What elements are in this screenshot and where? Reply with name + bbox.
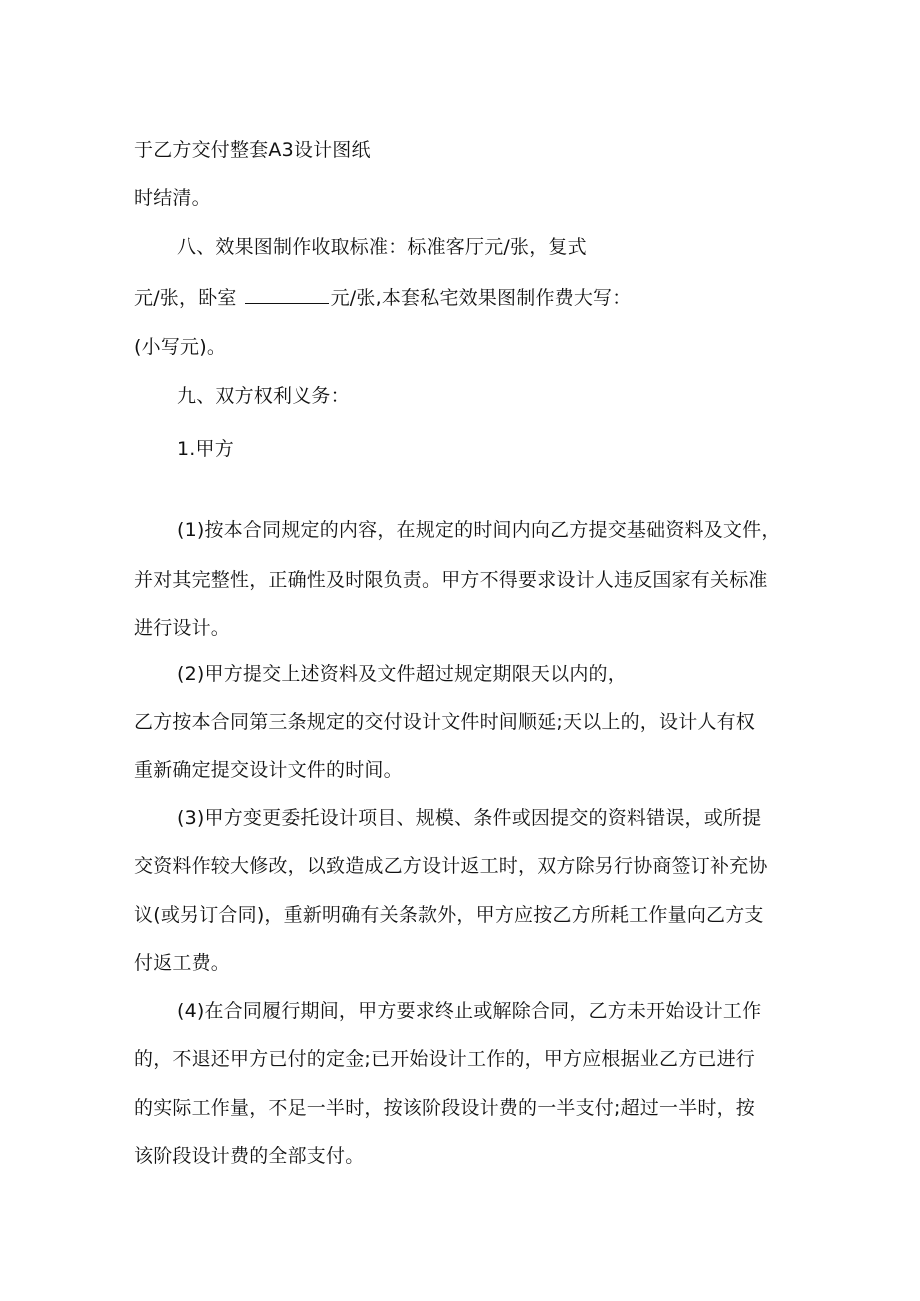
text-line: 交资料作较大修改，以致造成乙方设计返工时，双方除另行协商签订补充协 [134,855,768,877]
text-segment: 元/张，卧室 [134,287,237,309]
text-line: (3)甲方变更委托设计项目、规模、条件或因提交的资料错误，或所提 [177,807,762,829]
text-line: 重新确定提交设计文件的时间。 [134,759,403,781]
text-line: 进行设计。 [134,617,231,639]
section-heading: 九、双方权利义务： [177,385,350,407]
subsection-heading: 1.甲方 [177,438,234,460]
text-segment: 元/张,本套私宅效果图制作费大写： [330,287,632,309]
text-line: (小写元)。 [134,336,227,358]
text-line: 该阶段设计费的全部支付。 [134,1145,365,1167]
text-line [134,286,631,310]
text-line: 八、效果图制作收取标准：标准客厅元/张，复式 [177,236,587,258]
fill-in-blank [245,287,329,304]
text-line: (4)在合同履行期间，甲方要求终止或解除合同，乙方未开始设计工作 [177,1000,762,1022]
text-line: (1)按本合同规定的内容，在规定的时间内向乙方提交基础资料及文件， [177,519,781,541]
text-line: 议(或另订合同)，重新明确有关条款外，甲方应按乙方所耗工作量向乙方支 [134,904,764,926]
text-line: 付返工费。 [134,952,231,974]
text-line: 的，不退还甲方已付的定金;已开始设计工作的，甲方应根据业乙方已进行 [134,1048,756,1070]
text-line: 时结清。 [134,187,211,209]
text-line: 并对其完整性，正确性及时限负责。甲方不得要求设计人违反国家有关标准 [134,569,768,591]
text-line: 于乙方交付整套A3设计图纸 [134,139,371,161]
text-line: 的实际工作量，不足一半时，按该阶段设计费的一半支付;超过一半时，按 [134,1097,756,1119]
text-line: 乙方按本合同第三条规定的交付设计文件时间顺延;天以上的，设计人有权 [134,711,756,733]
text-line: (2)甲方提交上述资料及文件超过规定期限天以内的， [177,663,627,685]
